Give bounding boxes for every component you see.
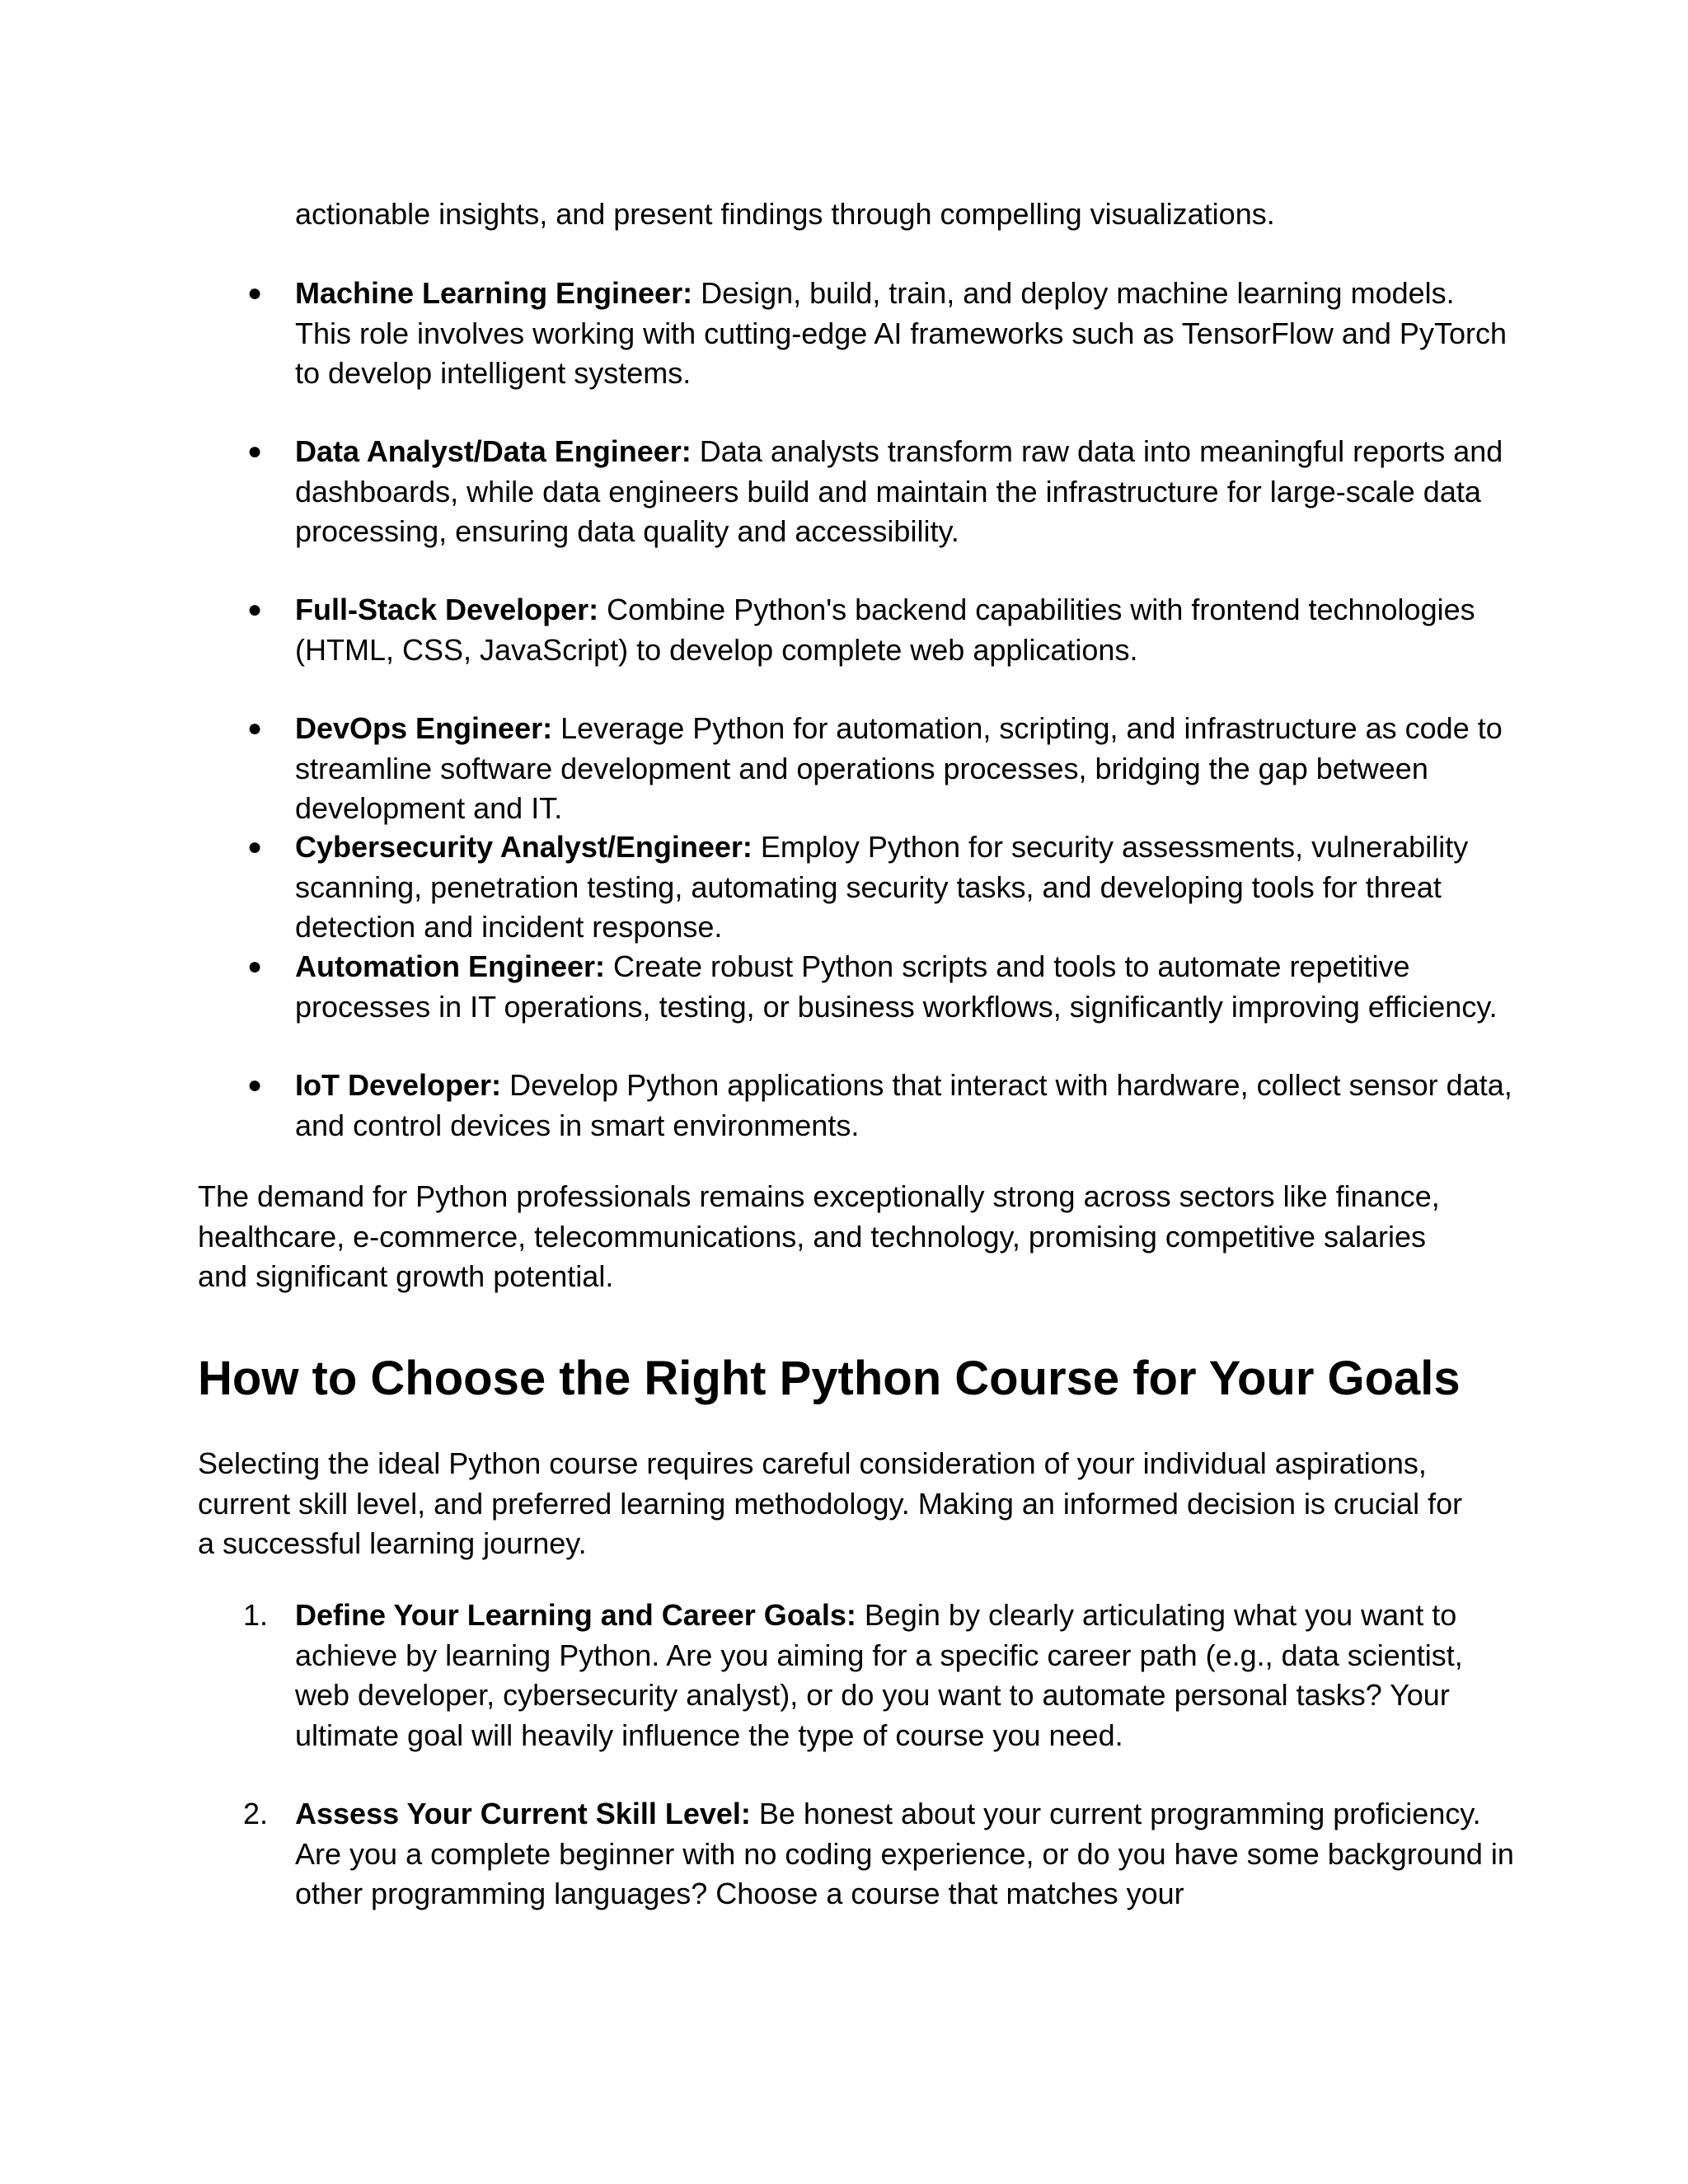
list-item [0, 590, 1515, 670]
list-item-text: Leverage Python for automation, scripting, and infrastructure as code to streamline software development and operations processes, bridging the gap between development and IT. [295, 711, 1503, 826]
list-item-title: Cybersecurity Analyst/Engineer: [295, 830, 753, 864]
list-item-title: Define Your Learning and Career Goals: [295, 1598, 856, 1632]
list-item-text: Develop Python applications that interact with hardware, collect sensor data, and control devices in smart environments. [295, 1068, 1512, 1142]
bullet-icon: ● [247, 438, 263, 465]
list-item [0, 1066, 1515, 1146]
bullet-icon: ● [247, 1071, 263, 1099]
list-item-title: Data Analyst/Data Engineer: [295, 434, 692, 468]
list-number: 1. [243, 1598, 269, 1632]
list-item [0, 1794, 1515, 1915]
list-item [0, 274, 1515, 394]
list-item [0, 709, 1515, 829]
list-item-title: IoT Developer: [295, 1068, 502, 1102]
list-item-text: Create robust Python scripts and tools to automate repetitive processes in IT operations, testing, or business workflows, significantly improving efficiency. [295, 949, 1498, 1024]
list-item-text: Employ Python for security assessments, vulnerability scanning, penetration testing, automating security tasks, and developing tools for threat detection and incident response. [295, 830, 1469, 944]
intro-paragraph: Selecting the ideal Python course requires careful consideration of your individual aspirations, current skill level, and preferred learning methodology. Making an informed decision is crucial for a successful learning journey. [198, 1446, 1463, 1561]
bullet-icon: ● [247, 596, 263, 623]
bullet-icon: ● [247, 833, 263, 860]
bullet-icon: ● [247, 953, 263, 980]
list-number: 2. [243, 1797, 269, 1830]
list-item-text: Data analysts transform raw data into meaningful reports and dashboards, while data engineers build and maintain the infrastructure for large-scale data processing, ensuring data quality and accessibility. [295, 434, 1503, 549]
list-item-title: Full-Stack Developer: [295, 593, 599, 626]
list-item [0, 827, 1515, 948]
list-item-text: Be honest about your current programming proficiency. Are you a complete beginner with no coding experience, or do you have some background in other programming languages? Choose a course that matches your [295, 1797, 1514, 1911]
list-item-title: DevOps Engineer: [295, 711, 553, 745]
list-item-title: Automation Engineer: [295, 949, 605, 983]
list-item [0, 1596, 1515, 1755]
bullet-icon: ● [247, 279, 263, 307]
bullet-icon: ● [247, 715, 263, 742]
list-item [0, 947, 1515, 1027]
list-item-text: Design, build, train, and deploy machine learning models. This role involves working with cutting-edge AI frameworks such as TensorFlow and PyTorch to develop intelligent systems. [295, 276, 1507, 391]
list-item-title: Assess Your Current Skill Level: [295, 1797, 751, 1830]
list-item-text: Begin by clearly articulating what you want to achieve by learning Python. Are you aiming for a specific career path (e.g., data scientist, web developer, cybersecurity analyst), or do you want to automate personal tasks? Your ultimate goal will heavily influence the type of course you need. [295, 1598, 1463, 1752]
list-item-title: Machine Learning Engineer: [295, 276, 693, 310]
list-item-text: Combine Python's backend capabilities with frontend technologies (HTML, CSS, JavaScript) to develop complete web applications. [295, 593, 1475, 667]
continued-paragraph: actionable insights, and present findings through compelling visualizations. [295, 197, 1275, 231]
demand-paragraph: The demand for Python professionals remains exceptionally strong across sectors like finance, healthcare, e-commerce, telecommunications, and technology, promising competitive salaries and significant growth potential. [198, 1179, 1440, 1294]
list-item [0, 432, 1515, 552]
section-heading: How to Choose the Right Python Course for Your Goals [198, 1352, 1461, 1405]
